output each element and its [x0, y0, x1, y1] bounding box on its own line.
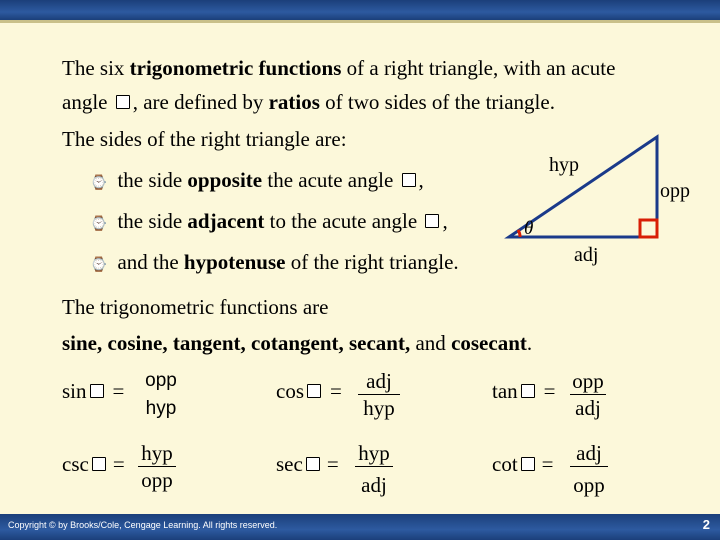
bullet-text: the side	[117, 168, 188, 192]
fraction-bar	[570, 394, 606, 395]
sec-name: sec	[276, 452, 303, 476]
fraction-numerator: opp	[572, 369, 604, 393]
fraction-bar	[570, 466, 608, 467]
intro-text: The six	[62, 56, 130, 80]
fraction-bar	[358, 394, 400, 395]
functions-bold-list: cosecant	[451, 331, 527, 355]
equals-sign: =	[543, 379, 556, 403]
page-number: 2	[702, 517, 710, 532]
fraction-numerator: opp	[145, 370, 177, 391]
cot-name: cot	[492, 452, 518, 476]
cot-fraction	[570, 441, 608, 497]
bullet-text: ,	[418, 168, 424, 192]
bullet-bold-term: adjacent	[187, 209, 265, 233]
bullet-text: to the acute angle	[264, 209, 423, 233]
intro-bold-term: ratios	[268, 90, 320, 114]
tan-fraction	[570, 369, 606, 420]
theta-box-icon	[521, 384, 535, 398]
intro-text: , are defined by	[132, 90, 269, 114]
cos-fraction	[358, 369, 400, 420]
sin-formula-lhs	[62, 378, 124, 404]
sides-heading: The sides of the right triangle are:	[62, 127, 347, 151]
intro-text: of two sides of the triangle.	[319, 90, 555, 114]
cos-formula-lhs	[276, 378, 342, 404]
tan-formula-lhs	[492, 378, 556, 404]
fraction-numerator: hyp	[358, 441, 390, 465]
functions-list	[62, 330, 532, 356]
theta-box-icon	[521, 457, 535, 471]
sec-formula-lhs	[276, 451, 339, 477]
functions-heading: The trigonometric functions are	[62, 295, 329, 319]
theta-label: θ	[524, 218, 534, 239]
adj-label: adj	[574, 244, 599, 266]
clock-bullet-icon: ⌚	[90, 216, 108, 232]
fraction-denominator: hyp	[363, 396, 395, 420]
fraction-numerator: adj	[576, 441, 602, 465]
clock-bullet-icon: ⌚	[90, 175, 108, 191]
theta-box-icon	[307, 384, 321, 398]
intro-text: angle	[62, 90, 113, 114]
bullet-bold-term: opposite	[187, 168, 263, 192]
intro-bold-term: trigonometric functions	[129, 56, 342, 80]
opp-label: opp	[660, 180, 690, 202]
copyright-notice: Copyright © by Brooks/Cole, Cengage Learning. All rights reserved.	[8, 520, 278, 530]
fraction-denominator: adj	[575, 396, 601, 420]
functions-text: and	[410, 331, 452, 355]
clock-bullet-icon: ⌚	[90, 257, 108, 273]
fraction-bar	[355, 466, 393, 467]
functions-text: .	[526, 331, 533, 355]
equals-sign: =	[541, 452, 554, 476]
cos-name: cos	[276, 379, 304, 403]
bullet-text: and the	[117, 250, 184, 274]
fraction-bar	[138, 466, 176, 467]
equals-sign: =	[112, 379, 125, 403]
csc-formula-lhs	[62, 451, 125, 477]
fraction-numerator: adj	[366, 369, 392, 393]
fraction-denominator: opp	[141, 468, 173, 492]
bullet-bold-term: hypotenuse	[183, 250, 286, 274]
csc-name: csc	[62, 452, 89, 476]
right-angle-marker	[640, 220, 657, 237]
theta-box-icon	[90, 384, 104, 398]
equals-sign: =	[330, 379, 342, 403]
sin-name: sin	[62, 379, 87, 403]
intro-text: of a right triangle, with an acute	[341, 56, 616, 80]
fraction-numerator: hyp	[141, 441, 173, 465]
bullet-text: ,	[442, 209, 448, 233]
bullet-text: of the right triangle.	[285, 250, 459, 274]
sec-fraction	[355, 441, 393, 497]
csc-fraction	[138, 441, 176, 492]
sin-fraction	[143, 369, 179, 421]
functions-bold-list: sine, cosine, tangent, cotangent, secant,	[62, 331, 411, 355]
theta-box-icon	[306, 457, 320, 471]
cot-formula-lhs	[492, 451, 554, 477]
hyp-label: hyp	[549, 154, 579, 176]
fraction-denominator: opp	[573, 473, 605, 497]
fraction-denominator: adj	[361, 473, 387, 497]
bullet-text: the side	[117, 209, 188, 233]
theta-box-icon	[92, 457, 106, 471]
bullet-text: the acute angle	[262, 168, 399, 192]
equals-sign: =	[112, 452, 125, 476]
tan-name: tan	[492, 379, 518, 403]
equals-sign: =	[326, 452, 339, 476]
fraction-denominator: hyp	[145, 398, 177, 419]
